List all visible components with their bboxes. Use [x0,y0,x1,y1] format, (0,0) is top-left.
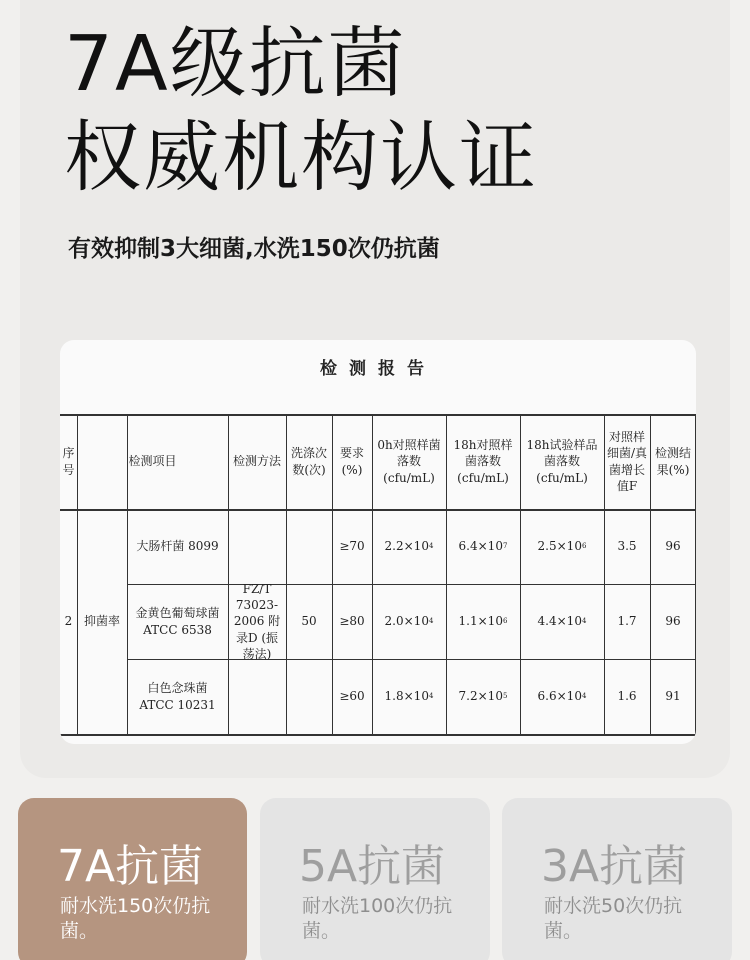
headline-line1: 7A级抗菌 [64,20,407,109]
organism-cell: 大肠杆菌 8099 [136,539,219,554]
header-result: 检测结果(%) [654,446,691,477]
count-0h-cell: 2.2×10 4 [384,539,434,554]
count-18h-control-cell: 6.4×10 7 [458,539,508,554]
header-req: 要求(%) [339,446,364,477]
count-18h-test-cell: 4.4×10 4 [537,614,587,629]
organism-cell: 金黄色葡萄球菌 ATCC 6538 [135,606,220,637]
header-c0h: 0h对照样菌落数(cfu/mL) [377,438,441,485]
grade-title: 7A抗菌 [57,841,204,892]
header-c18h: 18h对照样菌落数(cfu/mL) [453,438,513,485]
report-title: 检测报告 [320,359,436,379]
table-rule [228,414,229,734]
test-report-card [60,340,696,744]
grade-card-7a[interactable] [18,798,247,960]
count-18h-control-cell: 1.1×10 6 [458,614,508,629]
method-cell: FZ/T 73023-2006 附录D (振荡法) [233,582,281,661]
grade-description: 耐水洗150次仍抗菌。 [60,895,211,943]
grade-title: 3A抗菌 [541,841,688,892]
header-t18h: 18h试验样品菌落数(cfu/mL) [526,438,598,485]
result-cell: 96 [665,614,681,629]
table-rule [60,734,696,736]
header-washes: 洗涤次数(次) [290,446,327,477]
count-18h-control-cell: 7.2×10 5 [458,689,508,704]
grade-card-3a[interactable] [502,798,732,960]
header-method: 检测方法 [232,454,281,469]
result-cell: 96 [665,539,681,554]
header-growth: 对照样细菌/真菌增长值F [606,430,648,493]
growth-value-cell: 1.6 [617,689,637,704]
grade-card-5a[interactable] [260,798,490,960]
requirement-cell: ≥70 [339,539,365,554]
result-cell: 91 [665,689,681,704]
count-18h-test-cell: 2.5×10 6 [537,539,587,554]
grade-title: 5A抗菌 [299,841,446,892]
count-0h-cell: 2.0×10 4 [384,614,434,629]
growth-value-cell: 3.5 [617,539,637,554]
category-cell: 抑菌率 [83,614,120,629]
header-seq: 序号 [62,446,75,477]
count-0h-cell: 1.8×10 4 [384,689,434,704]
count-18h-test-cell: 6.6×10 4 [537,689,587,704]
header-item: 检测项目 [128,454,177,469]
growth-value-cell: 1.7 [617,614,637,629]
seq-cell: 2 [64,614,73,629]
headline-line2: 权威机构认证 [64,114,538,203]
washes-cell: 50 [301,614,317,629]
requirement-cell: ≥60 [339,689,365,704]
subtitle: 有效抑制3大细菌,水洗150次仍抗菌 [68,236,440,262]
grade-description: 耐水洗100次仍抗菌。 [302,895,453,943]
organism-cell: 白色念珠菌 ATCC 10231 [139,681,216,712]
requirement-cell: ≥80 [339,614,365,629]
grade-description: 耐水洗50次仍抗菌。 [544,895,683,943]
